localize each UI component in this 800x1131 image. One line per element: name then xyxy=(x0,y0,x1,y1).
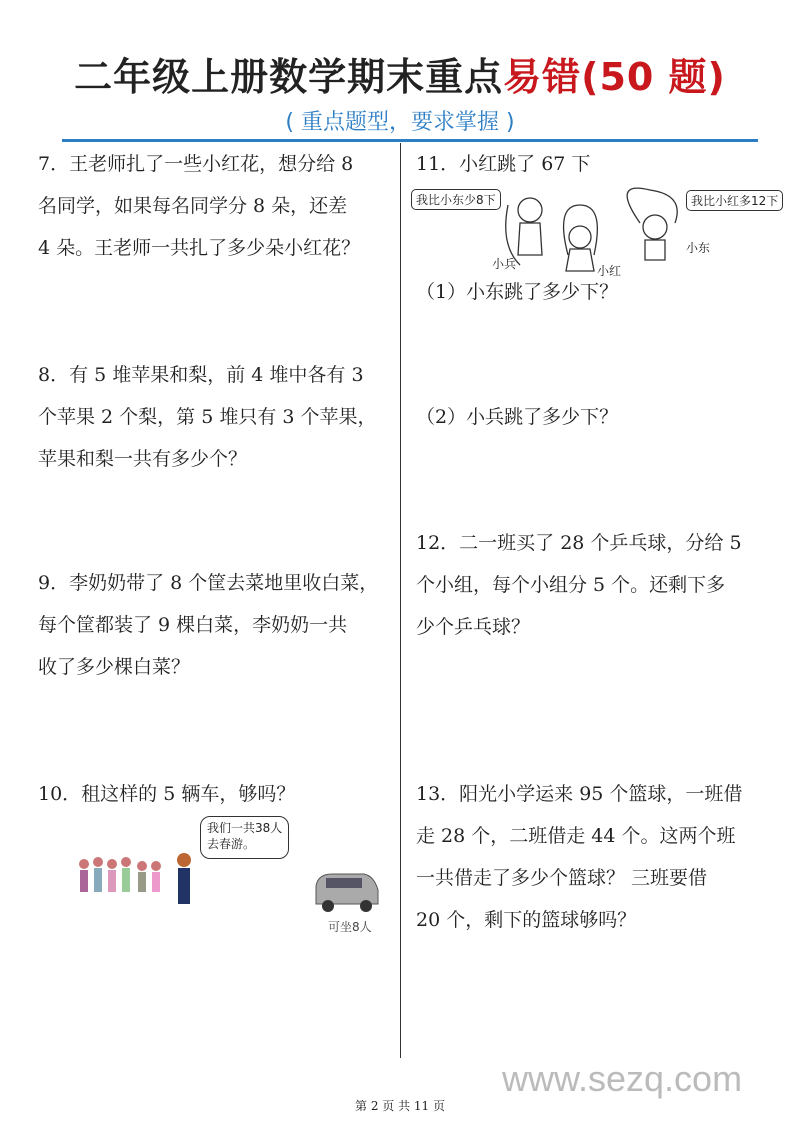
q13-line: 20 个，剩下的篮球够吗？ xyxy=(416,909,637,931)
speech-bubble xyxy=(200,816,289,859)
q7-line: 7．王老师扎了一些小红花，想分给 8 xyxy=(38,153,354,175)
question-11 xyxy=(416,143,590,185)
question-7 xyxy=(38,143,360,269)
question-11-part-1: （1）小东跳了多少下？ xyxy=(416,281,619,303)
q12-line: 个小组，每个小组分 5 个。还剩下多 xyxy=(416,574,726,596)
watermark: www.sezq.com xyxy=(502,1058,743,1099)
q13-line: 走 28 个，二班借走 44 个。这两个班 xyxy=(416,825,736,847)
van-capacity-label: 可坐8人 xyxy=(328,920,372,934)
bubble-line: 我们一共38人 xyxy=(207,821,283,835)
label-xiaohong: 小红 xyxy=(597,264,622,278)
question-9 xyxy=(38,562,378,688)
label-xiaobing: 小兵 xyxy=(492,257,517,271)
q8-line: 苹果和梨一共有多少个？ xyxy=(38,448,248,470)
q8-line: 个苹果 2 个梨，第 5 堆只有 3 个苹果， xyxy=(38,406,377,428)
q7-line: 名同学，如果每名同学分 8 朵，还差 xyxy=(38,195,348,217)
label-xiaodong: 小东 xyxy=(686,241,711,255)
page-title xyxy=(0,46,800,101)
van-icon xyxy=(312,868,382,920)
speech-bubble-xiaobing: 我比小东少8下 xyxy=(411,189,501,210)
q10-line: 10．租这样的 5 辆车，够吗？ xyxy=(38,783,296,805)
speech-bubble-xiaodong: 我比小红多12下 xyxy=(686,190,783,211)
question-12 xyxy=(416,522,742,648)
title-main: 二年级上册数学期末重点 xyxy=(74,55,504,99)
q9-line: 收了多少棵白菜？ xyxy=(38,656,191,678)
title-highlight: 易错(50 题) xyxy=(503,55,726,99)
page-number: 第 2 页 共 11 页 xyxy=(355,1099,445,1113)
question-8 xyxy=(38,354,377,480)
q7-line: 4 朵。王老师一共扎了多少朵小红花？ xyxy=(38,237,361,259)
q13-line: 13．阳光小学运来 95 个篮球，一班借 xyxy=(416,783,743,805)
q12-line: 少个乒乓球？ xyxy=(416,616,531,638)
subtitle: ( 重点题型，要求掌握 ) xyxy=(285,110,515,135)
column-divider xyxy=(400,143,401,1058)
q8-line: 8．有 5 堆苹果和梨，前 4 堆中各有 3 xyxy=(38,364,364,386)
q9-line: 9．李奶奶带了 8 个筐去菜地里收白菜， xyxy=(38,572,379,594)
children-and-teacher-illustration xyxy=(76,850,196,910)
q9-line: 每个筐都装了 9 棵白菜，李奶奶一共 xyxy=(38,614,348,636)
bubble-line: 去春游。 xyxy=(207,837,256,851)
question-10 xyxy=(38,773,295,815)
question-11-part-2: （2）小兵跳了多少下？ xyxy=(416,406,619,428)
header-divider xyxy=(62,139,758,142)
q13-line: 一共借走了多少个篮球？ 三班要借 xyxy=(416,867,708,889)
children-jumping-rope-illustration xyxy=(500,185,690,279)
q11-line: 11．小红跳了 67 下 xyxy=(416,153,591,175)
question-13 xyxy=(416,773,742,941)
q12-line: 12．二一班买了 28 个乒乓球，分给 5 xyxy=(416,532,742,554)
